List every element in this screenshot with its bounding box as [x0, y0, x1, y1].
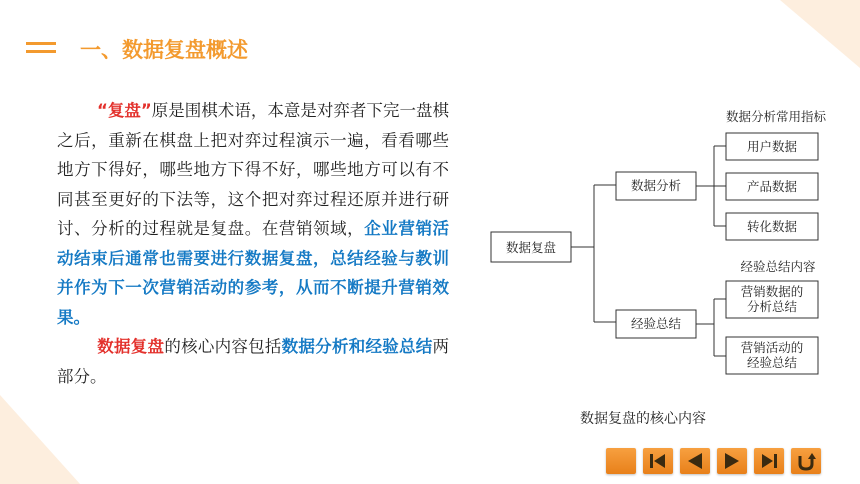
next-slide-button[interactable] — [717, 448, 747, 474]
mind-map-diagram — [486, 100, 836, 394]
previous-slide-button[interactable] — [680, 448, 710, 474]
leaf-conversion-data: 转化数据 — [746, 219, 798, 234]
leaf-marketing-activity-line2: 经验总结 — [746, 355, 798, 370]
group2-label: 经验总结内容 — [740, 259, 816, 274]
first-slide-button[interactable] — [643, 448, 673, 474]
paragraph-2 — [57, 332, 449, 391]
node-experience-summary: 经验总结 — [630, 316, 682, 331]
last-icon — [754, 448, 784, 474]
home-button[interactable] — [606, 448, 636, 474]
highlight-data-fupan: 数据复盘 — [97, 337, 165, 356]
first-icon — [643, 448, 673, 474]
leaf-product-data: 产品数据 — [746, 179, 798, 194]
leaf-marketing-data-line2: 分析总结 — [746, 299, 798, 314]
home-icon — [606, 448, 636, 474]
body-text — [57, 96, 449, 391]
group1-label: 数据分析常用指标 — [725, 109, 827, 124]
next-icon — [717, 448, 747, 474]
highlight-fupan: “复盘” — [97, 101, 152, 120]
highlight-marketing: 企业营销活动结束后通常也需要进行数据复盘，总结经验与教训并作为下一次营销活动的参考，从而不断提升营销效果。 — [57, 219, 450, 327]
paragraph-2-text-b: 两部分。 — [57, 337, 450, 386]
node-data-analysis: 数据分析 — [630, 178, 682, 193]
leaf-user-data: 用户数据 — [746, 139, 798, 154]
return-icon — [791, 448, 821, 474]
slide-navigation — [606, 448, 821, 474]
paragraph-1 — [57, 96, 449, 332]
prev-icon — [680, 448, 710, 474]
paragraph-1-text: 原是围棋术语，本意是对弈者下完一盘棋之后，重新在棋盘上把对弈过程演示一遍，看看哪些地方下得好，哪些地方下得不好，哪些地方可以有不同甚至更好的下法等，这个把对弈过程还原并进行研讨、分析的过程就是复盘。在营销领域， — [57, 101, 449, 238]
page-title: 一、数据复盘概述 — [80, 38, 248, 62]
root-node: 数据复盘 — [505, 240, 557, 255]
highlight-two-parts: 数据分析和经验总结 — [281, 337, 433, 356]
leaf-marketing-data-line1: 营销数据的 — [740, 284, 804, 299]
return-button[interactable] — [791, 448, 821, 474]
diagram-caption: 数据复盘的核心内容 — [580, 411, 706, 427]
last-slide-button[interactable] — [754, 448, 784, 474]
paragraph-2-text-a: 的核心内容包括 — [164, 337, 282, 356]
leaf-marketing-activity-line1: 营销活动的 — [740, 340, 804, 355]
